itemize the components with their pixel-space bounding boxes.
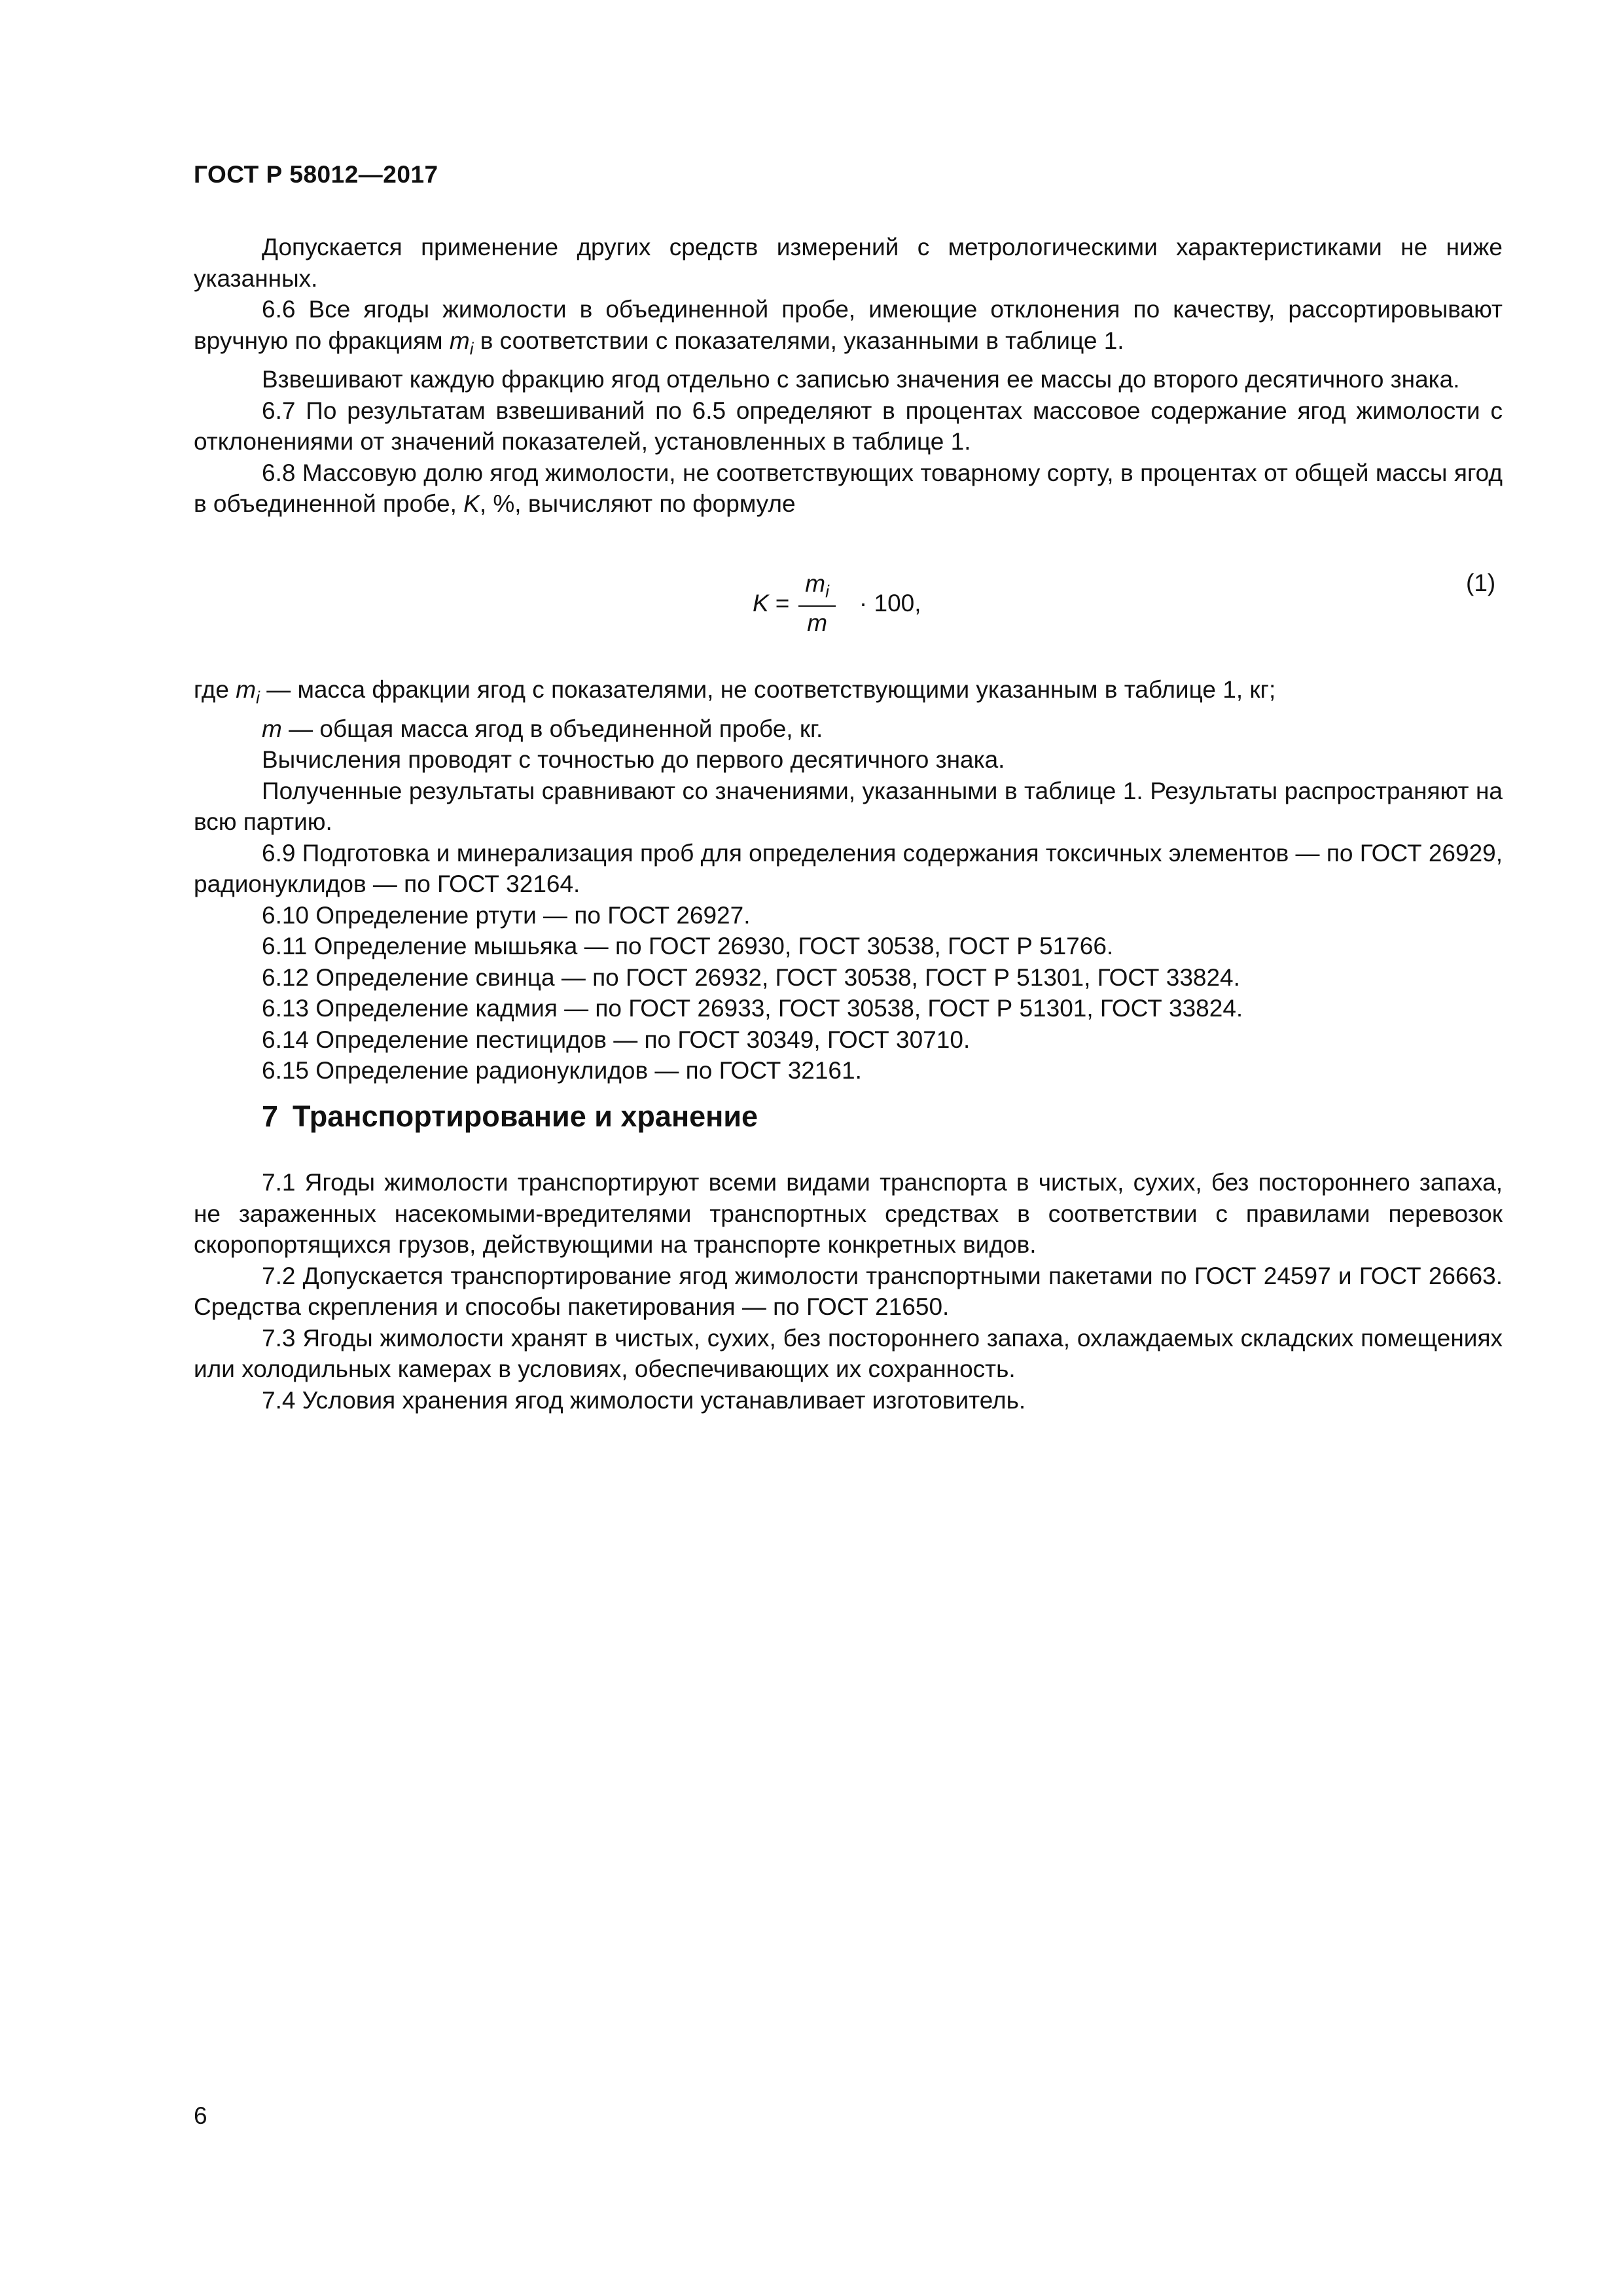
formula-equals: = xyxy=(775,590,790,617)
section-title: Транспортирование и хранение xyxy=(293,1100,758,1133)
formula-fraction xyxy=(798,570,836,637)
paragraph-6-8: 6.8 Массовую долю ягод жимолости, не соответствующих товарному сорту, в процентах от общей массы ягод в объединенной пробе, K, %, вычисляют по формуле xyxy=(194,459,1503,518)
where-mi: где $m_i$ — масса фракции ягод с показателями, не соответствующими указанным в таблице 1, кг; xyxy=(194,676,1276,708)
paragraph-alt-instruments: Допускается применение других средств измерений с метрологическими характеристиками не ниже указанных. xyxy=(194,234,1503,292)
paragraph-7-1: 7.1 Ягоды жимолости транспортируют всеми видами транспорта в чистых, сухих, без постороннего запаха, не зараженных насекомыми-вредителями транспортных средствах в соответствии с правилами перевозок скоропортящихся грузов, действующими на транспорте конкретных видов. xyxy=(194,1169,1503,1258)
standard-code-header: ГОСТ Р 58012—2017 xyxy=(194,161,438,188)
paragraph-calc-precision: Вычисления проводят с точностью до первого десятичного знака. xyxy=(262,746,1005,774)
section-number: 7 xyxy=(262,1100,279,1133)
paragraph-6-14: 6.14 Определение пестицидов — по ГОСТ 30349, ГОСТ 30710. xyxy=(262,1026,971,1053)
formula-numerator: $m_i$ xyxy=(798,570,836,607)
var-subscript: i xyxy=(469,338,474,358)
section6-text-block xyxy=(194,232,1503,520)
page-number: 6 xyxy=(194,2102,207,2129)
paragraph-6-6: 6.6 Все ягоды жимолости в объединенной пробе, имеющие отклонения по качеству, рассортировывают вручную по фракциям $m_i$ в соответствии с показателями, указанными в таблице 1. xyxy=(194,296,1503,358)
paragraph-7-4: 7.4 Условия хранения ягод жимолости устанавливает изготовитель. xyxy=(262,1386,1026,1414)
paragraph-6-10: 6.10 Определение ртути — по ГОСТ 26927. xyxy=(262,901,751,929)
paragraph-6-15: 6.15 Определение радионуклидов — по ГОСТ 32161. xyxy=(262,1057,862,1085)
section-7-heading xyxy=(262,1100,758,1134)
var-m: m xyxy=(449,327,470,354)
paragraph-7-3: 7.3 Ягоды жимолости хранят в чистых, сухих, без постороннего запаха, охлаждаемых складских помещениях или холодильных камерах в условиях, обеспечивающих их сохранность. xyxy=(194,1324,1503,1382)
paragraph-results-compare: Полученные результаты сравнивают со значениями, указанными в таблице 1. Результаты распространяют на всю партию. xyxy=(194,777,1503,836)
paragraph-6-9: 6.9 Подготовка и минерализация проб для определения содержания токсичных элементов — по ГОСТ 26929, радионуклидов — по ГОСТ 32164. xyxy=(194,839,1503,898)
clause-number: 6.8 xyxy=(262,459,296,486)
paragraph-7-2: 7.2 Допускается транспортирование ягод жимолости транспортными пакетами по ГОСТ 24597 и ГОСТ 26663. Средства скрепления и способы пакетирования — по ГОСТ 21650. xyxy=(194,1262,1503,1320)
paragraph-6-11: 6.11 Определение мышьяка — по ГОСТ 26930, ГОСТ 30538, ГОСТ Р 51766. xyxy=(262,933,1114,960)
formula-denominator: m xyxy=(807,609,828,637)
formula-1 xyxy=(753,564,921,643)
clause-number: 6.7 xyxy=(262,397,296,424)
section6-continuation xyxy=(194,674,1503,1086)
formula-multiplier: · 100, xyxy=(859,590,921,617)
paragraph-6-7: 6.7 По результатам взвешиваний по 6.5 определяют в процентах массовое содержание ягод жимолости с отклонениями от значений показателей, установленных в таблице 1. xyxy=(194,397,1503,456)
clause-number: 6.6 xyxy=(262,296,296,323)
paragraph-6-12: 6.12 Определение свинца — по ГОСТ 26932, ГОСТ 30538, ГОСТ Р 51301, ГОСТ 33824. xyxy=(262,963,1240,991)
var-k: K xyxy=(463,490,480,518)
section7-text-block xyxy=(194,1167,1503,1416)
formula-lhs: K xyxy=(753,590,769,617)
paragraph-6-13: 6.13 Определение кадмия — по ГОСТ 26933, ГОСТ 30538, ГОСТ Р 51301, ГОСТ 33824. xyxy=(262,995,1243,1022)
equation-number: (1) xyxy=(1466,569,1496,596)
paragraph-6-6-weigh: Взвешивают каждую фракцию ягод отдельно с записью значения ее массы до второго десятичного знака. xyxy=(262,366,1460,393)
where-m: m — общая масса ягод в объединенной пробе, кг. xyxy=(262,715,823,742)
